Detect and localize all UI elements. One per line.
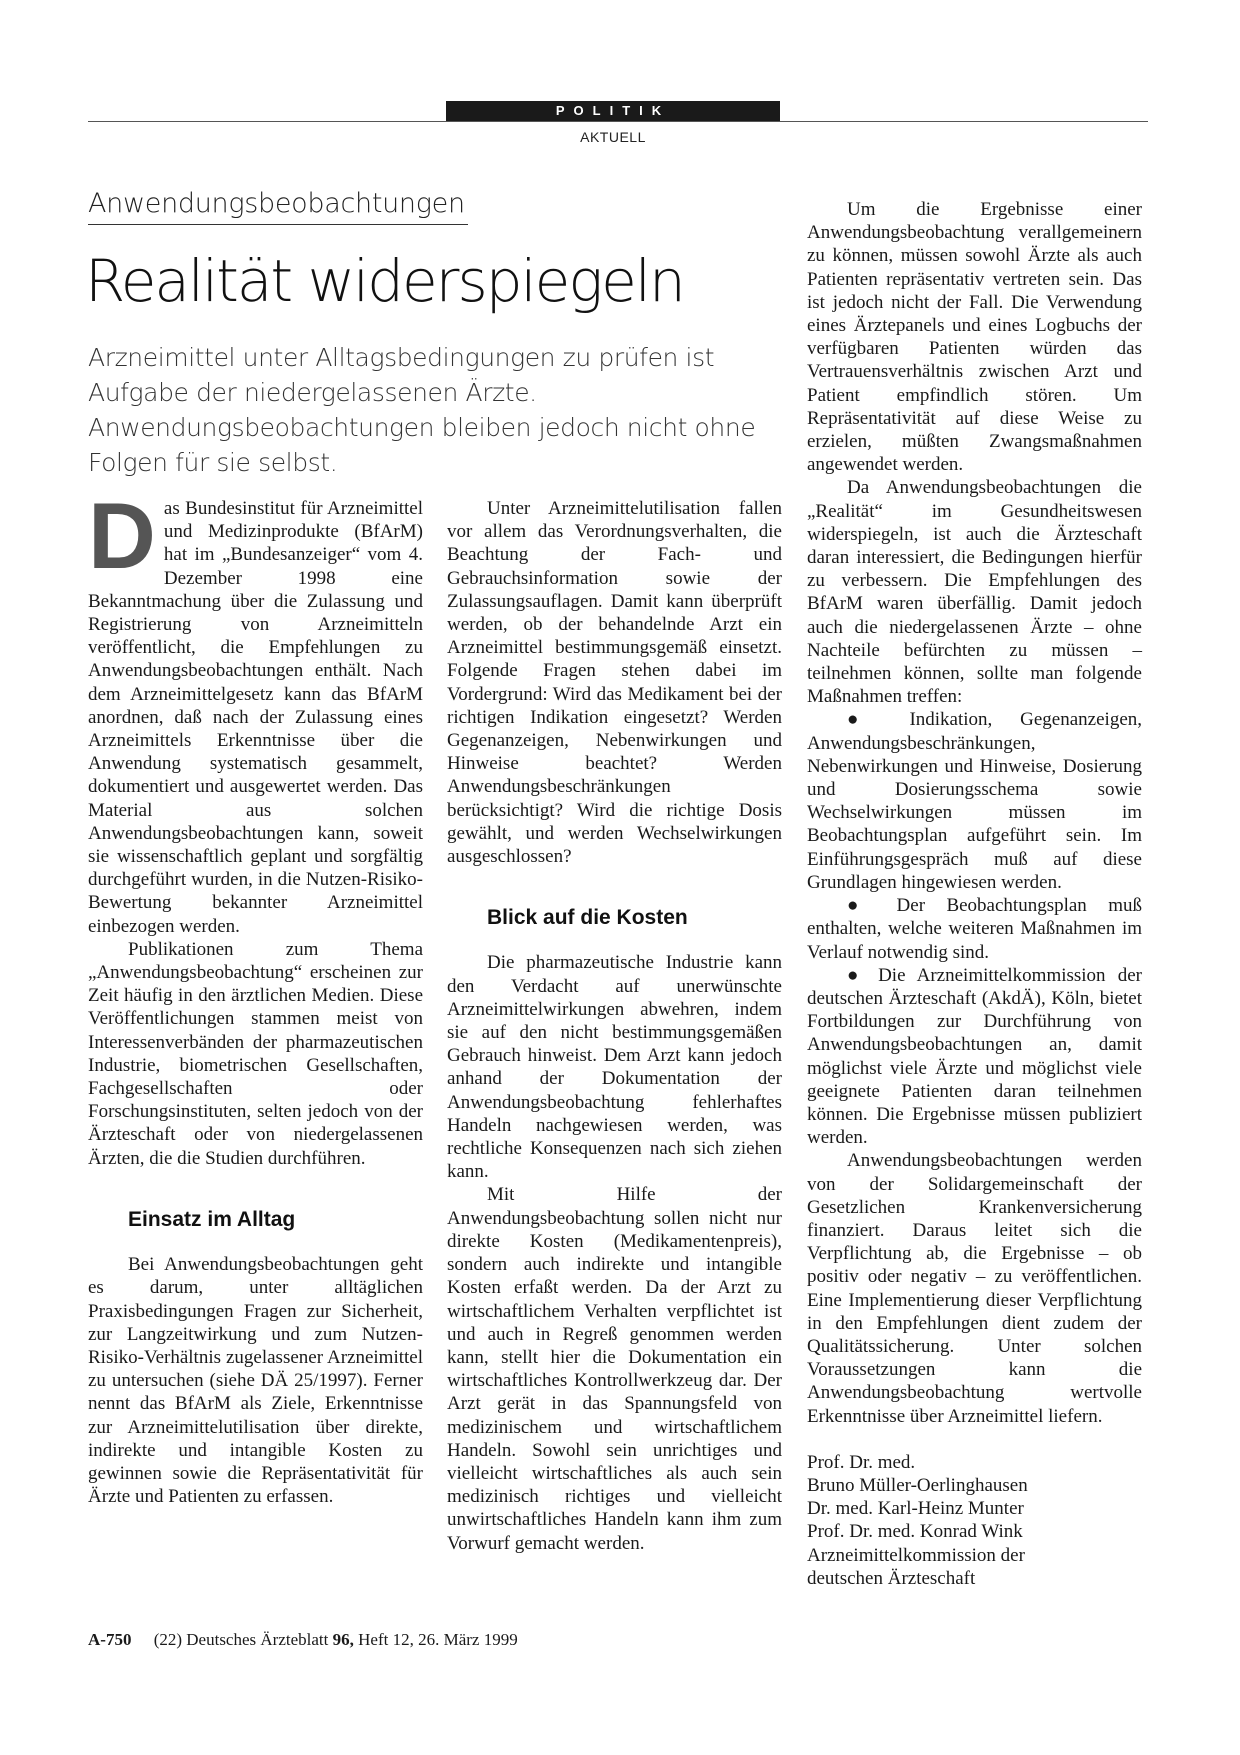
page-footer — [88, 1630, 518, 1650]
signature-line: Prof. Dr. med. — [807, 1451, 916, 1473]
column-1 — [88, 483, 423, 1508]
article-lead: Arzneimittel unter Alltagsbedingungen zu prüfen ist Aufgabe der niedergelassenen Ärzte. Anwendungsbeobachtungen bleiben jedoch nicht ohne Folgen für sie selbst. — [88, 343, 756, 477]
signature-line: Bruno Müller-Oerlinghausen — [807, 1474, 1028, 1496]
paragraph: Um die Ergebnisse einer Anwendungsbeobachtung verallgemeinern zu können, müssen sowohl Ärzte als auch Patienten repräsentativ vertreten sein. Das ist jedoch nicht der Fall. Die Verwendung eines Ärztepanels und eines Logbuchs der verfügbaren Patienten würden das Vertrauensverhältnis zwischen Arzt und Patient empfindlich stören. Um Repräsentativität auf diese Weise zu erzielen, müßten Zwangsmaßnahmen angewendet werden. — [807, 199, 1142, 476]
paragraph: Mit Hilfe der Anwendungsbeobachtung sollen nicht nur direkte Kosten (Medikamentenpreis), sondern auch indirekte und intangible Kosten erfaßt werden. Da der Arzt zu wirtschaftlichem Verhalten verpflichtet ist und auch in Regreß genommen werden kann, stellt hier die Dokumentation ein wirtschaftliches Kontrollwerkzeug dar. Der Arzt gerät in das Spannungsfeld von medizinischem und wirtschaftlichem Handeln. Sowohl sein unrichtiges und vielleicht wirtschaftliches als auch sein medizinisch richtiges und vielleicht unwirtschaftliches Handeln kann ihm zum Vorwurf gemacht werden. — [447, 1184, 782, 1554]
bullet-item: ● Indikation, Gegenanzeigen, Anwendungsbeschränkungen, Nebenwirkungen und Hinweise, Dosierung und Dosierungsschema sowie Wechselwirkungen müssen im Beobachtungsplan aufgeführt sein. Im Einführungsgespräch muß auf diese Grundlagen hingewiesen werden. — [807, 709, 1142, 893]
bullet-item: ● Der Beobachtungsplan muß enthalten, welche weiteren Maßnahmen im Verlauf notwendig sind. — [807, 895, 1142, 963]
paragraph-text: as Bundesinstitut für Arzneimittel und Medizinprodukte (BfArM) hat im „Bundesanzeiger“ vom 4. Dezember 1998 eine Bekanntmachung über die Zulassung und Registrierung von Arzneimitteln veröffentlicht, die Empfehlungen zu Anwendungsbeobachtungen enthält. Nach dem Arzneimittelgesetz kann das BfArM anordnen, daß nach der Zulassung eines Arzneimittels Erkenntnisse über die Anwendung systematisch gesammelt, dokumentiert und ausgewertet werden. Das Material aus solchen Anwendungsbeobachtungen kann, soweit sie wissenschaftlich geplant und sorgfältig durchgeführt wurden, in die Nutzen-Risiko-Bewertung bekannter Arzneimittel einbezogen werden. — [88, 498, 423, 937]
signature-line: deutschen Ärzteschaft — [807, 1567, 976, 1589]
column-2 — [447, 497, 782, 1555]
paragraph: Da Anwendungsbeobachtungen die „Realität“ im Gesundheitswesen widerspiegeln, ist auch die Ärzteschaft daran interessiert, die Bedingungen hierfür zu verbessern. Die Empfehlungen des BfArM waren überfällig. Damit jedoch auch die niedergelassenen Ärzte – ohne Nachteile befürchten zu müssen – teilnehmen können, sollte man folgende Maßnahmen treffen: — [807, 477, 1142, 708]
column-3 — [807, 198, 1142, 1590]
article-title: Realität widerspiegeln — [85, 247, 684, 315]
journal-volume: 96, — [332, 1630, 354, 1649]
article-kicker: Anwendungsbeobachtungen — [88, 188, 468, 225]
subheading: Einsatz im Alltag — [128, 1207, 296, 1231]
paragraph: Die pharmazeutische Industrie kann den Verdacht auf unerwünschte Arzneimittelwirkungen abwehren, indem sie auf den nicht bestimmungsgemäßen Gebrauch hinweist. Dem Arzt kann jedoch anhand der Dokumentation der Anwendungsbeobachtung fehlerhaftes Handeln nachgewiesen werden, was rechtliche Konsequenzen nach sich ziehen kann. — [447, 952, 782, 1183]
paragraph: Bei Anwendungsbeobachtungen geht es darum, unter alltäglichen Praxisbedingungen Fragen zur Sicherheit, zur Langzeitwirkung und zum Nutzen-Risiko-Verhältnis zugelassener Arzneimittel zu untersuchen (siehe DÄ 25/1997). Ferner nennt das BfArM als Ziele, Erkenntnisse zur Arzneimittelutilisation über direkte, indirekte und intangible Kosten zu gewinnen sowie die Repräsentativität für Ärzte und Patienten zu erfassen. — [88, 1254, 423, 1508]
section-label: POLITIK — [446, 101, 780, 121]
bullet-item: ● Die Arzneimittelkommission der deutschen Ärzteschaft (AkdÄ), Köln, bietet Fortbildungen zur Durchführung von Anwendungsbeobachtungen an, damit möglichst viele Ärzte und möglichst viele geeignete Patienten daran teilnehmen können. Die Ergebnisse müssen publiziert werden. — [807, 964, 1142, 1149]
paragraph: Unter Arzneimittelutilisation fallen vor allem das Verordnungsverhalten, die Beachtung der Fach- und Gebrauchsinformation sowie der Zulassungsauflagen. Damit kann überprüft werden, ob der behandelnde Arzt ein Arzneimittel bestimmungsgemäß einsetzt. Folgende Fragen stehen dabei im Vordergrund: Wird das Medikament bei der richtigen Indikation eingesetzt? Werden Gegenanzeigen, Nebenwirkungen und Hinweise beachtet? Werden Anwendungsbeschränkungen berücksichtigt? Wird die richtige Dosis gewählt, und werden Wechselwirkungen ausgeschlossen? — [447, 498, 782, 868]
subsection-label: AKTUELL — [580, 129, 646, 145]
signature-line: Arzneimittelkommission der — [807, 1544, 1025, 1566]
journal-citation: (22) Deutsches Ärzteblatt — [153, 1630, 329, 1649]
page-number: A-750 — [88, 1630, 132, 1649]
paragraph — [88, 483, 423, 938]
paragraph: Publikationen zum Thema „Anwendungsbeobachtung“ erscheinen zur Zeit häufig in den ärztlichen Medien. Diese Veröffentlichungen stammen meist von Interessenverbänden der pharmazeutischen Industrie, biometrischen Gesellschaften, Fachgesellschaften oder Forschungsinstituten, selten jedoch von der Ärzteschaft oder von niedergelassenen Ärzten, die die Studien durchführen. — [88, 938, 423, 1169]
author-signature — [807, 1451, 1142, 1590]
header-rule — [88, 121, 1148, 122]
subheading: Blick auf die Kosten — [487, 906, 688, 930]
signature-line: Dr. med. Karl-Heinz Munter — [807, 1498, 1024, 1520]
paragraph: Anwendungsbeobachtungen werden von der Solidargemeinschaft der Gesetzlichen Krankenversicherung finanziert. Daraus leitet sich die Verpflichtung ab, die Ergebnisse – ob positiv oder negativ – zu veröffentlichen. Eine Implementierung dieser Verpflichtung in den Empfehlungen dient zudem der Qualitätssicherung. Unter solchen Voraussetzungen kann die Anwendungsbeobachtung wertvolle Erkenntnisse über Arzneimittel liefern. — [807, 1150, 1142, 1427]
journal-issue: Heft 12, 26. März 1999 — [358, 1630, 518, 1649]
drop-cap: D — [88, 483, 156, 588]
signature-line: Prof. Dr. med. Konrad Wink — [807, 1521, 1023, 1543]
